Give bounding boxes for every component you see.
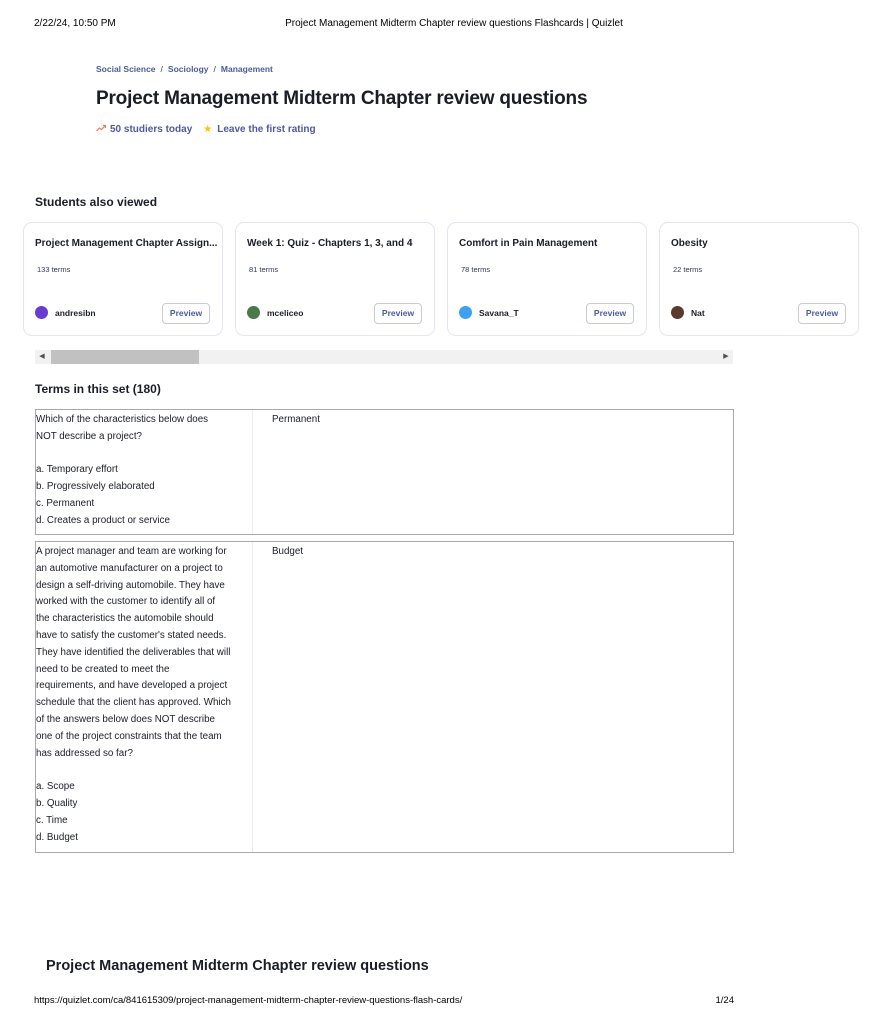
set-card-title[interactable]: Project Management Chapter Assign... <box>35 238 218 249</box>
print-header <box>34 18 734 32</box>
students-also-viewed-heading: Students also viewed <box>35 195 158 209</box>
students-also-viewed-carousel <box>35 222 839 340</box>
set-card-title[interactable]: Week 1: Quiz - Chapters 1, 3, and 4 <box>247 238 413 249</box>
print-page-title: Project Management Midterm Chapter review questions Flashcards | Quizlet <box>285 18 623 29</box>
set-card-title[interactable]: Comfort in Pain Management <box>459 238 598 249</box>
breadcrumb <box>96 64 273 74</box>
scroll-right-icon[interactable]: ▶ <box>723 353 729 360</box>
set-card-user[interactable] <box>35 306 96 319</box>
set-card-username: andresibn <box>55 307 96 318</box>
set-card-terms: 78 terms <box>461 265 491 274</box>
term-question: Which of the characteristics below does NOT describe a project? a. Temporary effort b. Progressively elaborated c. Permanent d. Creates a product or service <box>36 414 209 526</box>
term-divider <box>252 542 253 852</box>
set-card-user[interactable] <box>247 306 303 319</box>
set-card[interactable] <box>659 222 859 336</box>
footer-set-title: Project Management Midterm Chapter review questions <box>46 958 429 974</box>
set-card-user[interactable] <box>459 306 519 319</box>
preview-button[interactable]: Preview <box>586 303 634 324</box>
term-answer: Budget <box>272 546 304 557</box>
print-date: 2/22/24, 10:50 PM <box>34 18 116 29</box>
terms-heading: Terms in this set (180) <box>35 382 161 396</box>
set-card-username: Nat <box>691 307 705 318</box>
term-row <box>35 541 734 853</box>
preview-button[interactable]: Preview <box>798 303 846 324</box>
star-icon: ★ <box>203 124 213 135</box>
breadcrumb-link-management[interactable]: Management <box>220 64 273 74</box>
scrollbar-thumb[interactable] <box>51 350 199 364</box>
studiers-count: 50 studiers today <box>110 124 193 135</box>
set-card-username: Savana_T <box>479 307 519 318</box>
set-card-terms: 81 terms <box>249 265 279 274</box>
set-card[interactable] <box>23 222 223 336</box>
breadcrumb-link-social-science[interactable]: Social Science <box>96 64 156 74</box>
trending-icon <box>96 124 106 135</box>
breadcrumb-separator: / <box>160 64 163 74</box>
term-row <box>35 409 734 535</box>
set-card[interactable] <box>235 222 435 336</box>
set-card-terms: 22 terms <box>673 265 703 274</box>
breadcrumb-link-sociology[interactable]: Sociology <box>167 64 209 74</box>
set-meta <box>96 124 316 135</box>
horizontal-scrollbar[interactable] <box>35 350 733 364</box>
page-title: Project Management Midterm Chapter review questions <box>96 88 588 109</box>
avatar <box>459 306 472 319</box>
print-url: https://quizlet.com/ca/841615309/project-management-midterm-chapter-review-questions-flash-cards/ <box>34 995 463 1006</box>
rating-link[interactable]: Leave the first rating <box>217 124 316 135</box>
set-card-terms: 133 terms <box>37 265 71 274</box>
print-page-number: 1/24 <box>715 995 734 1006</box>
avatar <box>247 306 260 319</box>
set-card[interactable] <box>447 222 647 336</box>
preview-button[interactable]: Preview <box>374 303 422 324</box>
set-card-username: mceliceo <box>267 307 304 318</box>
scroll-left-icon[interactable]: ◀ <box>39 353 45 360</box>
print-footer <box>34 995 734 1006</box>
term-question: A project manager and team are working for an automotive manufacturer on a project to design a self-driving automobile. They have worked with the customer to identify all of the characteristics the automobile should have to satisfy the customer's stated needs. They have identified the deliverables that will need to be created to meet the requirements, and have developed a project schedule that the client has approved. Which of the answers below does NOT describe one of the project constraints that the team has addressed so far? a. Scope b. Quality c. Time d. Budget <box>36 546 231 843</box>
set-card-title[interactable]: Obesity <box>671 238 708 249</box>
avatar <box>35 306 48 319</box>
term-divider <box>252 410 253 534</box>
term-answer: Permanent <box>272 414 320 425</box>
breadcrumb-separator: / <box>213 64 216 74</box>
preview-button[interactable]: Preview <box>162 303 210 324</box>
set-card-user[interactable] <box>671 306 705 319</box>
avatar <box>671 306 684 319</box>
